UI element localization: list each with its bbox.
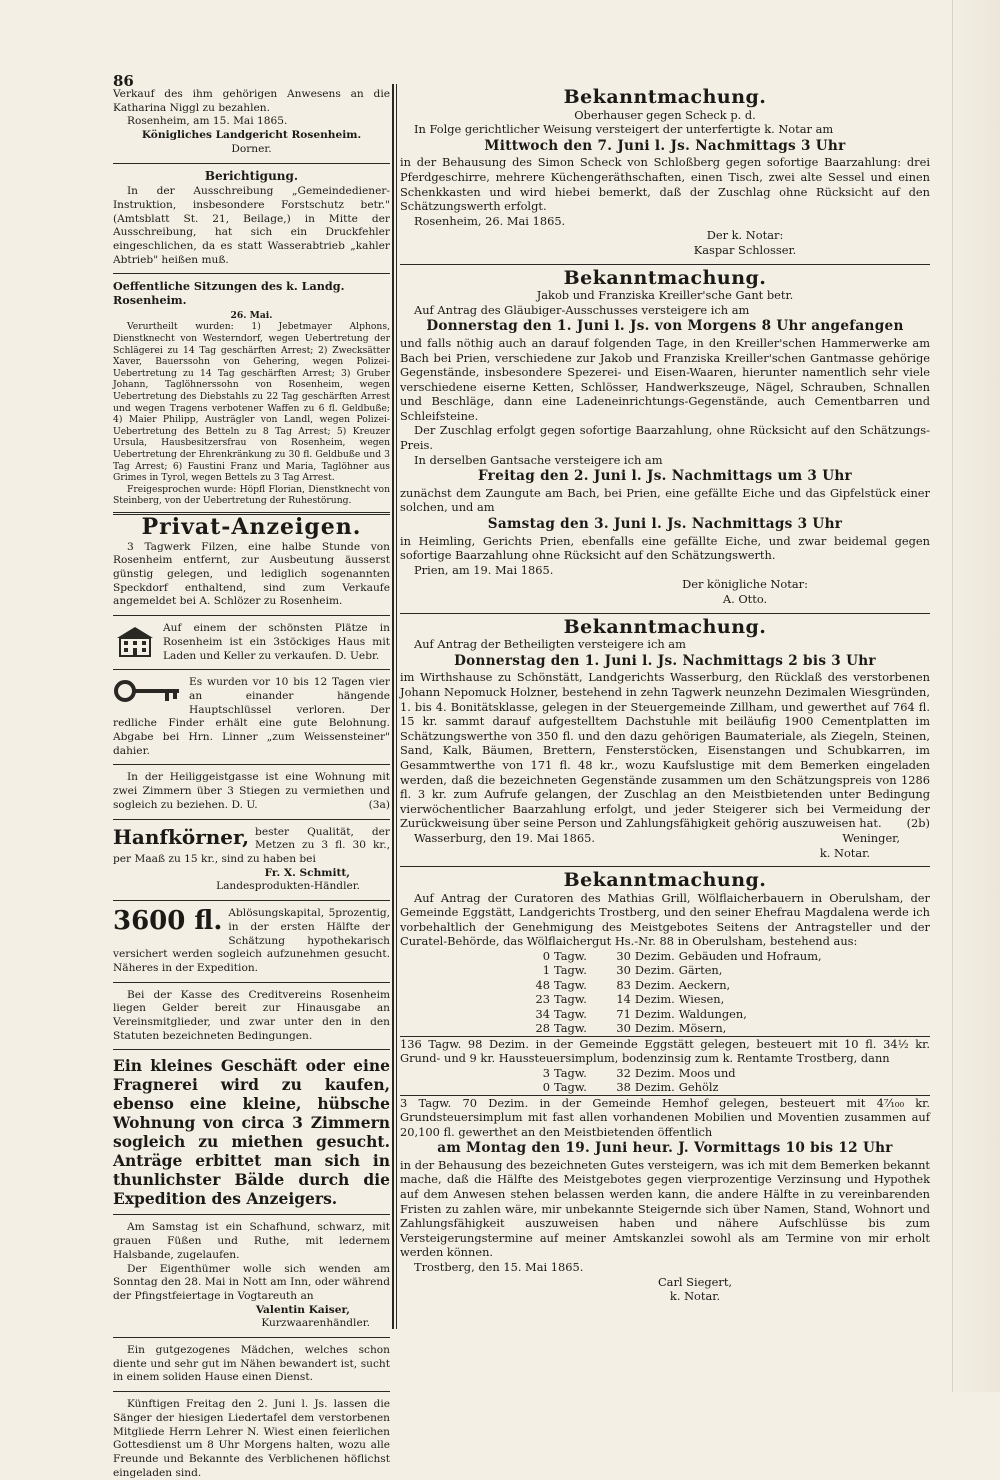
ad-gottesdienst: Künftigen Freitag den 2. Juni l. Js. lassen die Sänger der hiesigen Liedertafel dem verstorbenen Mitgliede Herrn Lehrer N. Wiest einen feierlichen Gottesdienst um 8 Uhr Morgens halten, wozu alle Freunde und Bekannte des Verblichenen höflichst eingeladen sind.	[113, 1398, 390, 1479]
ad-hanf-role: Landesprodukten-Händler.	[216, 880, 360, 893]
area-desc: Gebäuden und Hofraum,	[678, 949, 822, 964]
ad-hund-role: Kurzwaarenhändler.	[261, 1317, 370, 1330]
area-dez-unit: Dezim.	[634, 992, 675, 1007]
b2-text: und falls nöthig auch an darauf folgenden Tage, in den Kreiller'schen Hammerwerke am Bach bei Prien, verschiedene zur Jakob und Franziska Kreiller'schen Gantmasse gehörige Gegenstände, insbesondere Spezerei- und Eisen-Waaren, hierunter namentlich sehr viele verschiedene eiserne Ketten, Schlösser, Handwerkszeuge, Nägel, Schrauben, Schnallen und Beschläge, dann eine Ladeneinrichtungs-Gegenstände, auch Cementbarren und Schleifsteine.	[400, 335, 930, 423]
area-tagw-unit: Tagw.	[554, 949, 587, 964]
bekanntmachung-2	[400, 266, 930, 607]
ad-haus	[113, 622, 390, 663]
sitzungen-date: 26. Mai.	[230, 309, 273, 321]
b2-date3: Samstag den 3. Juni l. Js. Nachmittags 3 Uhr	[487, 516, 843, 533]
bekanntmachung-3	[400, 615, 930, 861]
b3-ref: (2b)	[906, 816, 930, 831]
area-row	[510, 963, 826, 977]
notice-text: Verkauf des ihm gehörigen Anwesens an die Katharina Niggl zu bezahlen.	[113, 88, 390, 114]
section-rule	[113, 163, 390, 164]
area-row	[510, 949, 826, 963]
sitzungen-title: Oeffentliche Sitzungen des k. Landg. Rosenheim.	[113, 279, 345, 308]
adjacent-page-bleed	[952, 0, 1000, 1392]
ad-kapital-amount: 3600 fl.	[113, 906, 223, 937]
area-row	[510, 1066, 740, 1080]
b2-text2: Der Zuschlag erfolgt gegen sofortige Baarzahlung, ohne Rücksicht auf den Schätzungs-Preis.	[400, 423, 930, 453]
house-icon	[113, 624, 157, 663]
b4-areas-table	[510, 949, 826, 1035]
area-tagw-unit: Tagw.	[554, 1021, 587, 1036]
area-dez: 71	[616, 1006, 631, 1021]
key-icon	[113, 678, 183, 709]
b3-intro: Auf Antrag der Betheiligten versteigere ich am	[414, 637, 686, 652]
sitzungen	[113, 280, 390, 507]
ad-hanf	[113, 826, 390, 895]
area-tagw-unit: Tagw.	[554, 1006, 587, 1021]
b3-text-body: im Wirthshause zu Schönstätt, Landgerichts Wasserburg, den Rücklaß des verstorbenen Johann Nepomuck Holzner, bestehend in zehn Tagwerk neunzehn Dezimalen Wiesgründen, 1. bis 4. Bonitätsklasse, gelegen in der Steuergemeinde Zillham, und gewerthet auf 764 fl. 15 kr. sammt darauf aufgestelltem Dachstuhle mit beiläufig 1900 Cementplatten im Schätzungswerthe von 350 fl. und den dazu gehörigen Baumateriale, als Ziegeln, Steinen, Sand, Kalk, Bäumen, Brettern, Fensterstöcken, Eisenstangen und Schubkarren, im Gesammtwerthe von 171 fl. 48 kr., wozu Kaufslustige mit dem Bemerken eingeladen werden, daß die bezeichneten Gegenstände zusammen um den Schätzungspreis von 1286 fl. 3 kr. zum Aufrufe gelangen, der Zuschlag an den Meistbietenden unter Bedingung vierwöchentlicher Baarzahlung erfolgt, und jeder Steigerer sich bei Vermeidung der Zurückweisung über seine Person und Zahlungsfähigkeit gehörig auszuweisen hat.	[400, 670, 930, 831]
left-column	[113, 88, 390, 1480]
b4-sum: 136 Tagw. 98 Dezim. in der Gemeinde Eggstätt gelegen, besteuert mit 10 fl. 34½ kr. Grund- und 9 kr. Haussteuersimplum, bodenzinsig zum k. Rentamte Trostberg, dann	[400, 1036, 930, 1066]
ad-rule	[113, 1049, 390, 1050]
b1-place: Rosenheim, 26. Mai 1865.	[414, 213, 566, 228]
column-divider-thin	[396, 84, 397, 1329]
b4-text: in der Behausung des bezeichneten Gutes versteigern, was ich mit dem Bemerken bekannt mache, daß die Hälfte des Meistgebotes gegen vierprozentige Verzinsung und Hypothek auf dem Anwesen stehen belassen werden kann, die andere Hälfte in zu vereinbarenden Fristen zu zahlen wäre, mir unbekannte Steigernde sich über Namen, Stand, Wohnort und Zahlungsfähigkeit auszuweisen haben und nähere Aufschlüsse bis zum Versteigerungstermine auf meiner Amtskanzlei sowohl als am Termine von mir erholt werden können.	[400, 1157, 930, 1260]
ad-hanf-seller: Fr. X. Schmitt,	[264, 866, 350, 879]
ad-rule	[113, 1214, 390, 1215]
section-rule	[400, 866, 930, 867]
bekanntmachung-4	[400, 869, 930, 1304]
b1-name: Kaspar Schlosser.	[693, 242, 797, 257]
page-number: 86	[113, 72, 134, 90]
area-dez-unit: Dezim.	[634, 1021, 675, 1036]
b3-place	[400, 831, 930, 846]
b2-role: Der königliche Notar:	[682, 577, 808, 592]
ad-filzen: 3 Tagwerk Filzen, eine halbe Stunde von Rosenheim entfernt, zur Ausbeutung äusserst günstig gelegen, und lediglich sogenannten Speckdorf enthaltend, sind zum Verkaufe angemeldet bei A. Schlözer zu Rosenheim.	[113, 540, 390, 608]
ad-wohnung	[113, 771, 390, 812]
area-row	[510, 992, 826, 1006]
b4-areas-table-2	[510, 1066, 740, 1095]
ad-hund-text2: Der Eigenthümer wolle sich wenden am Sonntag den 28. Mai in Nott am Inn, oder während der Pfingstfeiertage in Vogtareuth an	[113, 1262, 390, 1302]
b4-date: am Montag den 19. Juni heur. J. Vormittags 10 bis 12 Uhr	[437, 1140, 893, 1157]
b2-date2: Freitag den 2. Juni l. Js. Nachmittags um 3 Uhr	[477, 468, 853, 485]
ad-hanf-title: Hanfkörner,	[113, 824, 250, 849]
area-desc: Waldungen,	[678, 1006, 747, 1021]
ad-kasse: Bei der Kasse des Creditvereins Rosenheim liegen Gelder bereit zur Hinausgabe an Vereinsmitglieder, und zwar unter den in den Statuten bezeichneten Bedingungen.	[113, 988, 390, 1042]
ad-hund	[113, 1221, 390, 1331]
area-row	[510, 1007, 826, 1021]
ad-hund-name: Valentin Kaiser,	[255, 1303, 350, 1316]
b2-text3: In derselben Gantsache versteigere ich am	[414, 452, 663, 467]
ad-rule	[113, 615, 390, 616]
area-row	[510, 1021, 826, 1035]
berichtigung-text: In der Ausschreibung „Gemeindediener-Instruktion, insbesondere Forstschutz betr." (Amtsblatt St. 21, Beilage,) in Mitte der Ausschreibung, hat sich ein Druckfehler eingeschlichen, da es statt Wasserabtrieb „kahler Abtrieb" heißen muß.	[113, 185, 390, 266]
area-desc: Aeckern,	[678, 977, 731, 992]
b4-role: k. Notar.	[669, 1289, 721, 1304]
area-tagw-unit: Tagw.	[554, 992, 587, 1007]
area-dez-unit: Dezim.	[634, 977, 675, 992]
section-rule	[400, 264, 930, 265]
berichtigung	[113, 170, 390, 268]
section-rule	[400, 613, 930, 614]
area-tagw: 34	[535, 1006, 550, 1021]
notice-court: Königliches Landgericht Rosenheim.	[141, 129, 362, 142]
b2-intro: Auf Antrag des Gläubiger-Ausschusses versteigere ich am	[414, 302, 750, 317]
b4-name: Carl Siegert,	[657, 1274, 733, 1289]
notice-date: Rosenheim, am 15. Mai 1865.	[127, 115, 288, 128]
area-dez: 32	[616, 1065, 631, 1080]
ad-maedchen: Ein gutgezogenes Mädchen, welches schon diente und sehr gut im Nähen bewandert ist, sucht in einem soliden Hause einen Dienst.	[113, 1344, 390, 1384]
top-notice	[113, 88, 390, 157]
area-desc: Wiesen,	[678, 992, 725, 1007]
area-dez-unit: Dezim.	[634, 1065, 675, 1080]
b3-text	[400, 670, 930, 831]
b2-name: A. Otto.	[722, 592, 768, 606]
right-column	[400, 88, 930, 1304]
b3-title: Bekanntmachung.	[563, 615, 767, 638]
notice-signer: Dorner.	[231, 142, 272, 155]
area-dez: 83	[616, 977, 631, 992]
berichtigung-title: Berichtigung.	[204, 168, 299, 183]
area-tagw: 0	[542, 1080, 550, 1095]
b2-case: Jakob und Franziska Kreiller'sche Gant betr.	[536, 288, 794, 303]
ad-hund-text: Am Samstag ist ein Schafhund, schwarz, mit grauen Füßen und Ruthe, mit ledernem Halsbande, zugelaufen.	[113, 1221, 390, 1261]
b2-text4: zunächst dem Zaungute am Bach, bei Prien, eine gefällte Eiche und das Gipfelstück einer solchen, und am	[400, 485, 930, 515]
b3-name: Weninger,	[842, 830, 900, 845]
b3-place-text: Wasserburg, den 19. Mai 1865.	[414, 830, 596, 845]
section-rule	[113, 273, 390, 274]
area-desc: Gärten,	[678, 963, 723, 978]
area-dez: 30	[616, 963, 631, 978]
area-dez-unit: Dezim.	[634, 949, 675, 964]
area-tagw: 48	[535, 977, 550, 992]
ad-rule	[113, 819, 390, 820]
ad-wohnung-ref: (3a)	[368, 798, 390, 811]
area-dez-unit: Dezim.	[634, 963, 675, 978]
sitzungen-text: Verurtheilt wurden: 1) Jebetmayer Alphons, Dienstknecht von Westerndorf, wegen Uebertretung der Schlägerei zu 14 Tag geschärften Arrest; 2) Zwecksätter Xaver, Bauerssohn von Gehering, wegen Polizei-Uebertretung zu 14 Tag geschärften Arrest; 3) Gruber Johann, Taglöhnerssohn von Rosenheim, wegen Uebertretung des Diebstahls zu 22 Tag geschärften Arrest und wegen Tragens verbotener Waffen zu 6 fl. Geldbuße; 4) Maier Philipp, Austrägler von Landl, wegen Polizei-Uebertretung des Betteln zu 8 Tag Arrest; 5) Kreuzer Ursula, Hausbesitzersfrau von Rosenheim, wegen Uebertretung der Ehrenkränkung zu 30 fl. Geldbuße und 3 Tag Arrest; 6) Faustini Franz und Maria, Taglöhner aus Grimes in Tyrol, wegen Bettels zu 3 Tag Arrest.	[113, 321, 390, 484]
area-row	[510, 1080, 740, 1094]
area-dez-unit: Dezim.	[634, 1080, 675, 1095]
area-desc: Moos und	[678, 1065, 736, 1080]
area-desc: Mösern,	[678, 1021, 727, 1036]
ad-kapital	[113, 907, 390, 976]
ad-schluessel	[113, 676, 390, 758]
area-tagw: 0	[542, 949, 550, 964]
b3-role: k. Notar.	[819, 845, 870, 860]
sitzungen-acquitted: Freigesprochen wurde: Höpfl Florian, Dienstknecht von Steinberg, von der Uebertretung der Ruhestörung.	[113, 483, 390, 507]
b1-date: Mittwoch den 7. Juni l. Js. Nachmittags 3 Uhr	[484, 137, 846, 154]
b1-text: in der Behausung des Simon Scheck von Schloßberg gegen sofortige Baarzahlung: drei Pferdgeschirre, mehrere Küchengeräthschaften, einen Tisch, zwei alte Sessel und einen Schenkkasten und wird hiebei bemerkt, daß der Zuschlag ohne Rücksicht auf den Schätzungswerth erfolgt.	[400, 155, 930, 214]
area-row	[510, 978, 826, 992]
area-tagw: 28	[535, 1021, 550, 1036]
ad-schluessel-text: Es wurden vor 10 bis 12 Tagen vier an einander hängende Hauptschlüssel verloren. Der redliche Finder erhält eine gute Belohnung. Abgabe bei Hrn. Linner „zum Weissensteiner" dahier.	[113, 676, 390, 757]
area-tagw-unit: Tagw.	[554, 963, 587, 978]
area-dez-unit: Dezim.	[634, 1006, 675, 1021]
bekanntmachung-1	[400, 86, 930, 258]
ad-rule	[113, 764, 390, 765]
b3-date: Donnerstag den 1. Juni l. Js. Nachmittags 2 bis 3 Uhr	[454, 652, 876, 669]
column-divider	[392, 84, 394, 1329]
ad-haus-text: Auf einem der schönsten Plätze in Rosenheim ist ein 3stöckiges Haus mit Laden und Keller zu verkaufen. D. Uebr.	[163, 622, 390, 662]
b2-date: Donnerstag den 1. Juni l. Js. von Morgens 8 Uhr angefangen	[426, 318, 904, 335]
ad-rule	[113, 669, 390, 670]
b1-case: Oberhauser gegen Scheck p. d.	[574, 107, 756, 122]
area-dez: 14	[616, 992, 631, 1007]
area-tagw: 1	[542, 963, 550, 978]
area-dez: 30	[616, 1021, 631, 1036]
ad-rule	[113, 1337, 390, 1338]
ad-wohnung-text: In der Heiliggeistgasse ist eine Wohnung mit zwei Zimmern über 3 Stiegen zu vermiethen und sogleich zu beziehen. D. U.	[113, 771, 390, 811]
area-tagw-unit: Tagw.	[554, 1065, 587, 1080]
b4-title: Bekanntmachung.	[563, 869, 767, 892]
b4-place: Trostberg, den 15. Mai 1865.	[414, 1260, 584, 1275]
ad-geschaeft: Ein kleines Geschäft oder eine Fragnerei wird zu kaufen, ebenso eine kleine, hübsche Wohnung von circa 3 Zimmern sogleich zu miethen gesucht. Anträge erbittet man sich in thunlichster Bälde durch die Expedition des Anzeigers.	[113, 1056, 390, 1209]
b4-intro: Auf Antrag der Curatoren des Mathias Grill, Wölflaicherbauern in Oberulsham, der Gemeinde Eggstätt, Landgerichts Trostberg, und den seiner Ehefrau Magdalena werde ich vorbehaltlich der Genehmigung des Meistgebotes Seitens der Antragsteller und der Curatel-Behörde, das Wölflaichergut Hs.-Nr. 88 in Oberulsham, bestehend aus:	[400, 890, 930, 949]
b2-text5: in Heimling, Gerichts Prien, ebenfalls eine gefällte Eiche, und zwar beidemal gegen sofortige Baarzahlung ohne Rücksicht auf den Schätzungswerth.	[400, 533, 930, 563]
private-ads-title: Privat-Anzeigen.	[141, 513, 362, 540]
b4-sum2: 3 Tagw. 70 Dezim. in der Gemeinde Hemhof gelegen, besteuert mit 4⁷⁄₁₀₀ kr. Grundsteuersimplum mit fast allen vorhandenen Mobilien und Moventien zusammen auf 20,100 fl. gewerthet an den Meistbietenden öffentlich	[400, 1095, 930, 1139]
ad-hanf-text: bester Qualität, der Metzen zu 3 fl. 30 kr., per Maaß zu 15 kr., sind zu haben bei	[113, 825, 390, 865]
area-tagw-unit: Tagw.	[554, 977, 587, 992]
ad-rule	[113, 900, 390, 901]
area-desc: Gehölz	[678, 1080, 719, 1095]
b1-title: Bekanntmachung.	[563, 86, 767, 108]
area-dez: 38	[616, 1080, 631, 1095]
area-tagw: 3	[542, 1065, 550, 1080]
area-dez: 30	[616, 949, 631, 964]
b1-role: Der k. Notar:	[706, 228, 784, 243]
ad-rule	[113, 982, 390, 983]
area-tagw: 23	[535, 992, 550, 1007]
ad-kapital-text: Ablösungskapital, 5prozentig, in der ersten Hälfte der Schätzung hypothekarisch versichert werden sogleich aufzunehmen gesucht. Näheres in der Expedition.	[113, 907, 390, 974]
b2-place: Prien, am 19. Mai 1865.	[414, 562, 554, 577]
b1-intro: In Folge gerichtlicher Weisung versteigert der unterfertigte k. Notar am	[414, 122, 834, 137]
area-tagw-unit: Tagw.	[554, 1080, 587, 1095]
b2-title: Bekanntmachung.	[563, 266, 767, 289]
